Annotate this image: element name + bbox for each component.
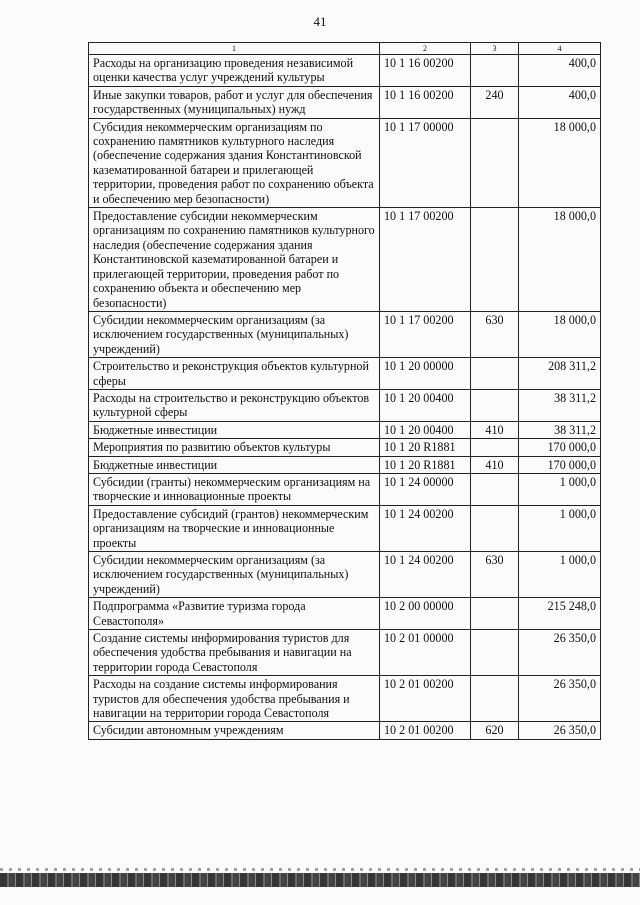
row-amount-cell: 18 000,0 xyxy=(519,118,601,207)
row-name-cell: Предоставление субсидии некоммерческим организациям по сохранению памятников культурного наследия (обеспечение содержания здания Константиновской казематированной батареи и прилегающей территории, проведения работ по сохранению объекта и обеспечению мер безопасности) xyxy=(89,208,380,312)
row-name-cell: Предоставление субсидий (грантов) некоммерческим организациям на творческие и инновационные проекты xyxy=(89,505,380,551)
row-type-cell: 240 xyxy=(471,86,519,118)
row-type-cell xyxy=(471,473,519,505)
scan-noise-line xyxy=(0,868,640,871)
row-code-cell: 10 1 24 00200 xyxy=(380,505,471,551)
table-row xyxy=(89,598,601,630)
row-name-cell: Мероприятия по развитию объектов культуры xyxy=(89,439,380,456)
row-amount-cell: 26 350,0 xyxy=(519,630,601,676)
row-code-cell: 10 1 16 00200 xyxy=(380,86,471,118)
row-code-cell: 10 1 20 R1881 xyxy=(380,439,471,456)
row-code-cell: 10 1 20 R1881 xyxy=(380,456,471,473)
row-name-cell: Субсидии автономным учреждениям xyxy=(89,722,380,739)
row-code-cell: 10 1 20 00400 xyxy=(380,421,471,438)
row-amount-cell: 400,0 xyxy=(519,55,601,87)
row-amount-cell: 1 000,0 xyxy=(519,552,601,598)
row-type-cell xyxy=(471,676,519,722)
row-type-cell xyxy=(471,389,519,421)
header-row xyxy=(89,43,601,55)
row-name-cell: Бюджетные инвестиции xyxy=(89,421,380,438)
row-name-cell: Строительство и реконструкция объектов культурной сферы xyxy=(89,358,380,390)
table-row xyxy=(89,676,601,722)
table-row xyxy=(89,421,601,438)
row-code-cell: 10 1 17 00200 xyxy=(380,311,471,357)
table-row xyxy=(89,86,601,118)
row-name-cell: Расходы на создание системы информирования туристов для обеспечения удобства пребывания и навигации на территории города Севастополя xyxy=(89,676,380,722)
table-header xyxy=(89,43,601,55)
row-amount-cell: 26 350,0 xyxy=(519,676,601,722)
row-name-cell: Субсидии некоммерческим организациям (за исключением государственных (муниципальных) учреждений) xyxy=(89,311,380,357)
table-body xyxy=(89,55,601,740)
table-row xyxy=(89,456,601,473)
row-type-cell xyxy=(471,505,519,551)
row-amount-cell: 18 000,0 xyxy=(519,208,601,312)
row-amount-cell: 38 311,2 xyxy=(519,389,601,421)
row-amount-cell: 1 000,0 xyxy=(519,505,601,551)
row-type-cell xyxy=(471,598,519,630)
table-row xyxy=(89,439,601,456)
row-amount-cell: 18 000,0 xyxy=(519,311,601,357)
table-row xyxy=(89,630,601,676)
page-number: 41 xyxy=(313,14,327,29)
row-code-cell: 10 2 01 00000 xyxy=(380,630,471,676)
row-amount-cell: 215 248,0 xyxy=(519,598,601,630)
row-code-cell: 10 2 00 00000 xyxy=(380,598,471,630)
row-code-cell: 10 1 16 00200 xyxy=(380,55,471,87)
column-header-type: 3 xyxy=(471,43,519,55)
table-row xyxy=(89,389,601,421)
row-name-cell: Подпрограмма «Развитие туризма города Севастополя» xyxy=(89,598,380,630)
row-amount-cell: 170 000,0 xyxy=(519,439,601,456)
row-amount-cell: 208 311,2 xyxy=(519,358,601,390)
table-row xyxy=(89,358,601,390)
row-code-cell: 10 1 20 00000 xyxy=(380,358,471,390)
row-name-cell: Расходы на строительство и реконструкцию объектов культурной сферы xyxy=(89,389,380,421)
column-header-name: 1 xyxy=(89,43,380,55)
row-type-cell: 630 xyxy=(471,311,519,357)
row-name-cell: Субсидии некоммерческим организациям (за исключением государственных (муниципальных) учреждений) xyxy=(89,552,380,598)
row-name-cell: Субсидии (гранты) некоммерческим организациям на творческие и инновационные проекты xyxy=(89,473,380,505)
row-name-cell: Создание системы информирования туристов для обеспечения удобства пребывания и навигации на территории города Севастополя xyxy=(89,630,380,676)
row-code-cell: 10 1 17 00000 xyxy=(380,118,471,207)
row-name-cell: Бюджетные инвестиции xyxy=(89,456,380,473)
row-type-cell xyxy=(471,358,519,390)
row-type-cell xyxy=(471,439,519,456)
column-header-code: 2 xyxy=(380,43,471,55)
table-row xyxy=(89,473,601,505)
row-type-cell xyxy=(471,630,519,676)
row-amount-cell: 26 350,0 xyxy=(519,722,601,739)
table-row xyxy=(89,722,601,739)
row-name-cell: Расходы на организацию проведения независимой оценки качества услуг учреждений культуры xyxy=(89,55,380,87)
table-row xyxy=(89,118,601,207)
column-header-amount: 4 xyxy=(519,43,601,55)
row-type-cell: 620 xyxy=(471,722,519,739)
row-type-cell xyxy=(471,55,519,87)
budget-table xyxy=(88,42,601,740)
row-type-cell: 630 xyxy=(471,552,519,598)
row-code-cell: 10 1 17 00200 xyxy=(380,208,471,312)
table-row xyxy=(89,552,601,598)
row-code-cell: 10 2 01 00200 xyxy=(380,722,471,739)
row-name-cell: Иные закупки товаров, работ и услуг для обеспечения государственных (муниципальных) нужд xyxy=(89,86,380,118)
row-type-cell: 410 xyxy=(471,456,519,473)
row-type-cell xyxy=(471,208,519,312)
row-code-cell: 10 2 01 00200 xyxy=(380,676,471,722)
row-type-cell xyxy=(471,118,519,207)
scan-edge-band xyxy=(0,873,640,887)
row-name-cell: Субсидия некоммерческим организациям по сохранению памятников культурного наследия (обеспечение содержания здания Константиновской казематированной батареи и прилегающей территории, проведения работ по сохранению объекта и обеспечению мер безопасности) xyxy=(89,118,380,207)
row-amount-cell: 170 000,0 xyxy=(519,456,601,473)
row-amount-cell: 400,0 xyxy=(519,86,601,118)
table-row xyxy=(89,55,601,87)
row-amount-cell: 38 311,2 xyxy=(519,421,601,438)
table-row xyxy=(89,311,601,357)
row-code-cell: 10 1 24 00000 xyxy=(380,473,471,505)
table-row xyxy=(89,505,601,551)
row-code-cell: 10 1 20 00400 xyxy=(380,389,471,421)
row-type-cell: 410 xyxy=(471,421,519,438)
row-code-cell: 10 1 24 00200 xyxy=(380,552,471,598)
row-amount-cell: 1 000,0 xyxy=(519,473,601,505)
table-row xyxy=(89,208,601,312)
